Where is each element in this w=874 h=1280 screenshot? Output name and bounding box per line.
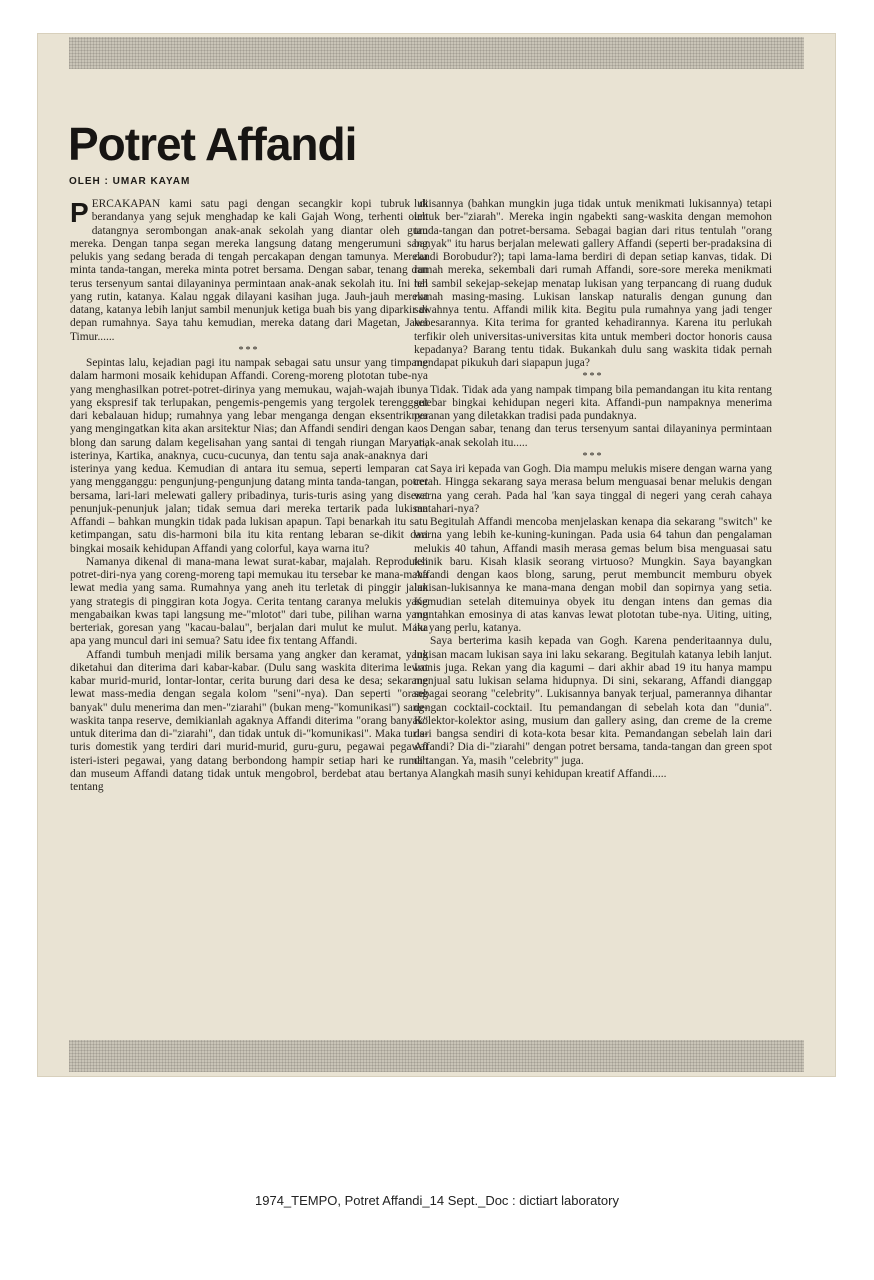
- paragraph-text: Namanya dikenal di mana-mana lewat surat-kabar, majalah. Reproduksi potret-diri-nya yang coreng-moreng tapi memukau itu tersebar ke mana-mana lewat media yang sama. Rumahnya yang aneh itu terletak di pinggir jalan yang strategis di pinggiran kota Jogya. Cerita tentang caranya melukis yang mengabaikan kwas tapi langsung me-"mlotot" dari tube, pilihan warna yang berteriak, goresan yang "kacau-balau", berjalan dari mulut ke mulut. Maka apa yang muncul dari ini semua? Satu idee fix tentang Affandi.: [70, 555, 428, 648]
- paragraph-text: Saya iri kepada van Gogh. Dia mampu melukis misere dengan warna yang cerah. Hingga sekarang saya merasa belum menguasai benar melukis dengan warna yang cerah. Pada hal 'kan saya tinggal di negeri yang cerah cahaya matahari-nya?: [414, 463, 772, 515]
- paragraph-text: Affandi tumbuh menjadi milik bersama yang angker dan keramat, yang diketahui dan diterima dari kabar-kabar. (Dulu sang waskita diterima lewat kabar murid-murid, lontar-lontar, cerita burung dari desa ke desa; sekarang lewat mass-media dengan segala kolom "seni"-nya). Dan seperti "orang banyak" dulu menerima dan men-"ziarahi" (bukan meng-"komunikasi") sang-waskita tanpa reserve, demikianlah agaknya Affandi diterima "orang banyak" untuk diterima dan di-"ziarahi", dan tidak untuk di-"komunikasi". Maka turis-turis domestik yang terdiri dari murid-murid, guru-guru, pegawai pegawai isteri-isteri pegawai, yang datang berbondong hampir setiap hari ke rumah dan museum Affandi datang tidak untuk mengobrol, berdebat atau bertanya tentang: [70, 648, 428, 793]
- scanned-magazine-page: [37, 33, 836, 1077]
- divider-stars: ***: [582, 450, 604, 462]
- article-paragraph: [414, 516, 772, 635]
- paragraph-text: Dengan sabar, tenang dan terus tersenyum santai dilayaninya permintaan anak-anak sekolah itu.....: [414, 423, 772, 449]
- article-paragraph: [70, 357, 428, 556]
- article-paragraph: [414, 635, 772, 768]
- paragraph-text: Tidak. Tidak ada yang nampak timpang bila pemandangan itu kita rentang selebar bingkai kehidupan negeri kita. Affandi-pun nampaknya menerima peranan yang diletakkan tradisi pada pundaknya.: [414, 383, 772, 422]
- drop-cap: P: [70, 197, 89, 228]
- section-divider: [70, 344, 428, 357]
- paragraph-text: Sepintas lalu, kejadian pagi itu nampak sebagai satu unsur yang timpang dalam harmoni mosaik kehidupan Affandi. Coreng-moreng plototan tube-nya yang menghasilkan potret-potret-dirinya yang memukau, wajah-wajah ibunya yang ekspresif tak terlupakan, pengemis-pengemis yang tergolek terengggut dari kebalauan hidup; rumahnya yang lebar menganga dengan eksentriknya yang mengingatkan kita akan arsitektur Nias; dan Affandi sendiri dengan kaos blong dan sarung dalam kegelisahan yang santai di tengah riungan Maryati, isterinya, Kartika, anaknya, cucu-cucunya, dan tentu saja anak-anaknya dari isterinya yang kedua. Kemudian di antara itu semua, seperti lemparan cat yang mengganggu: pengunjung-pengunjung datang minta tanda-tangan, potret bersama, lari-lari melewati gallery pribadinya, turis-turis asing yang diseret penunjuk-penunjuk jalan; tidak semua dari mereka tertarik pada lukisan Affandi – bahkan mungkin tidak pada lukisan apapun. Tapi benarkah itu satu ketimpangan, satu dis-harmoni bila itu kita rentang lebaran se-dikit dari bingkai mosaik kehidupan Affandi yang colorful, kaya warna itu?: [70, 357, 428, 555]
- section-divider: [414, 370, 772, 383]
- article-paragraph: [414, 423, 772, 450]
- article-title: Potret Affandi: [68, 118, 357, 170]
- article-paragraph: [414, 384, 772, 424]
- document-caption: 1974_TEMPO, Potret Affandi_14 Sept._Doc : dictiart laboratory: [255, 1193, 619, 1208]
- article-paragraph: [414, 768, 772, 781]
- divider-stars: ***: [582, 371, 604, 383]
- article-paragraph: [70, 649, 428, 795]
- bleed-through-text: [417, 73, 817, 193]
- left-column: [70, 198, 428, 794]
- section-divider: [414, 450, 772, 463]
- right-column: [414, 198, 772, 781]
- paragraph-text: lukisannya (bahkan mungkin juga tidak untuk menikmati lukisannya) tetapi untuk ber-"ziarah". Mereka ingin ngabekti sang-waskita dengan memohon tanda-tangan dan potret-bersama. Sebagai bagian dari ritus tentulah "orang banyak" itu harus berjalan melewati gallery Affandi (seperti ber-pradaksina di candi Borobudur?); tapi lama-lama berdiri di depan setiap kanvas, tidak. Di rumah mereka, sekembali dari rumah Affandi, sore-sore mereka menikmati teh sambil sekejap-sekejap menatap lukisan yang terpancang di ruang duduk rumah masing-masing. Lukisan lanskap naturalis dengan gunung dan sawahnya tentu. Affandi milik kita. Begitu pula rumahnya yang jadi tenger kebesarannya. Kita terima for granted kehadirannya. Karena itu perlukah terfikir oleh universitas-universitas kita untuk memberi doctor honoris causa kepadanya? Barang tentu tidak. Bukankah dulu sang waskita tidak pernah mendapat pikukuh dari siapapun juga?: [414, 198, 772, 369]
- paragraph-text: Saya berterima kasih kepada van Gogh. Karena penderitaannya dulu, lukisan macam lukisan saya ini laku sekarang. Begitulah katanya lebih lanjut. Ironis juga. Rekan yang dia kagumi – dari akhir abad 19 itu hanya mampu menjual satu lukisan selama hidupnya. Di sini, sekarang, Affandi dianggap sebagai seorang "celebrity". Lukisannya banyak terjual, pamerannya dihantar dengan cocktail-cocktail. Itu pemandangan di sebelah kota dan "dunia". Kolektor-kolektor asing, musium dan gallery asing, dan creme de la creme dari bangsa sendiri di kota-kota besar kita. Pemandangan sebelah lain dari Affandi? Dia di-"ziarahi" dengan potret bersama, tanda-tangan dan green spot di tangan. Ya, masih "celebrity" juga.: [414, 635, 772, 767]
- bottom-halftone-band: [69, 1040, 804, 1072]
- paragraph-text: Begitulah Affandi mencoba menjelaskan kenapa dia sekarang "switch" ke warna yang lebih ke-kuning-kuningan. Pada usia 64 tahun dan pengalaman melukis 40 tahun, Affandi masih merasa gemas belum bisa menguasai satu tehnik baru. Kisah klasik seorang virtuoso? Mungkin. Saya bayangkan Affandi dengan kaos blong, sarung, perut membuncit memburu obyek lukisan-lukisannya ke mana-mana dengan mobil dan sopirnya yang setia. Kemudian setelah ditemuinya obyek itu dengan intens dan gemas dia muntahkan emosinya di atas kanvas lewat plototan tube-nya. Uiting, uiting, itu yang perlu, katanya.: [414, 516, 772, 634]
- article-paragraph: [414, 198, 772, 370]
- divider-stars: ***: [238, 344, 260, 356]
- paragraph-text: Alangkah masih sunyi kehidupan kreatif Affandi.....: [430, 767, 667, 780]
- top-halftone-band: [69, 37, 804, 69]
- paragraph-text: ERCAKAPAN kami satu pagi dengan secangkir kopi tubruk di berandanya yang sejuk menghadap ke kali Gajah Wong, terhenti oleh datangnya serombongan anak-anak sekolah yang diantar oleh guru mereka. Dengan tanpa segan mereka langsung datang mengerumuni sang pelukis yang sedang berada di tengah percakapan dengan tamunya. Mereka minta tanda-tangan, mereka minta potret bersama. Dengan sabar, tenang dan terus tersenyum santai dilayaninya permintaan anak-anak sekolah itu. Ini hal yang rutin, katanya. Kalau nggak dilayani kasihan juga. Jauh-jauh mereka datang, katanya lebih lanjut sambil menunjuk ketiga buah bis yang diparkir di depan rumahnya. Saya tahu kemudian, mereka datang dari Magetan, Jawa Timur......: [70, 198, 428, 343]
- article-paragraph: [70, 556, 428, 649]
- article-byline: OLEH : UMAR KAYAM: [69, 176, 191, 187]
- article-paragraph: [414, 463, 772, 516]
- article-paragraph: [70, 198, 428, 344]
